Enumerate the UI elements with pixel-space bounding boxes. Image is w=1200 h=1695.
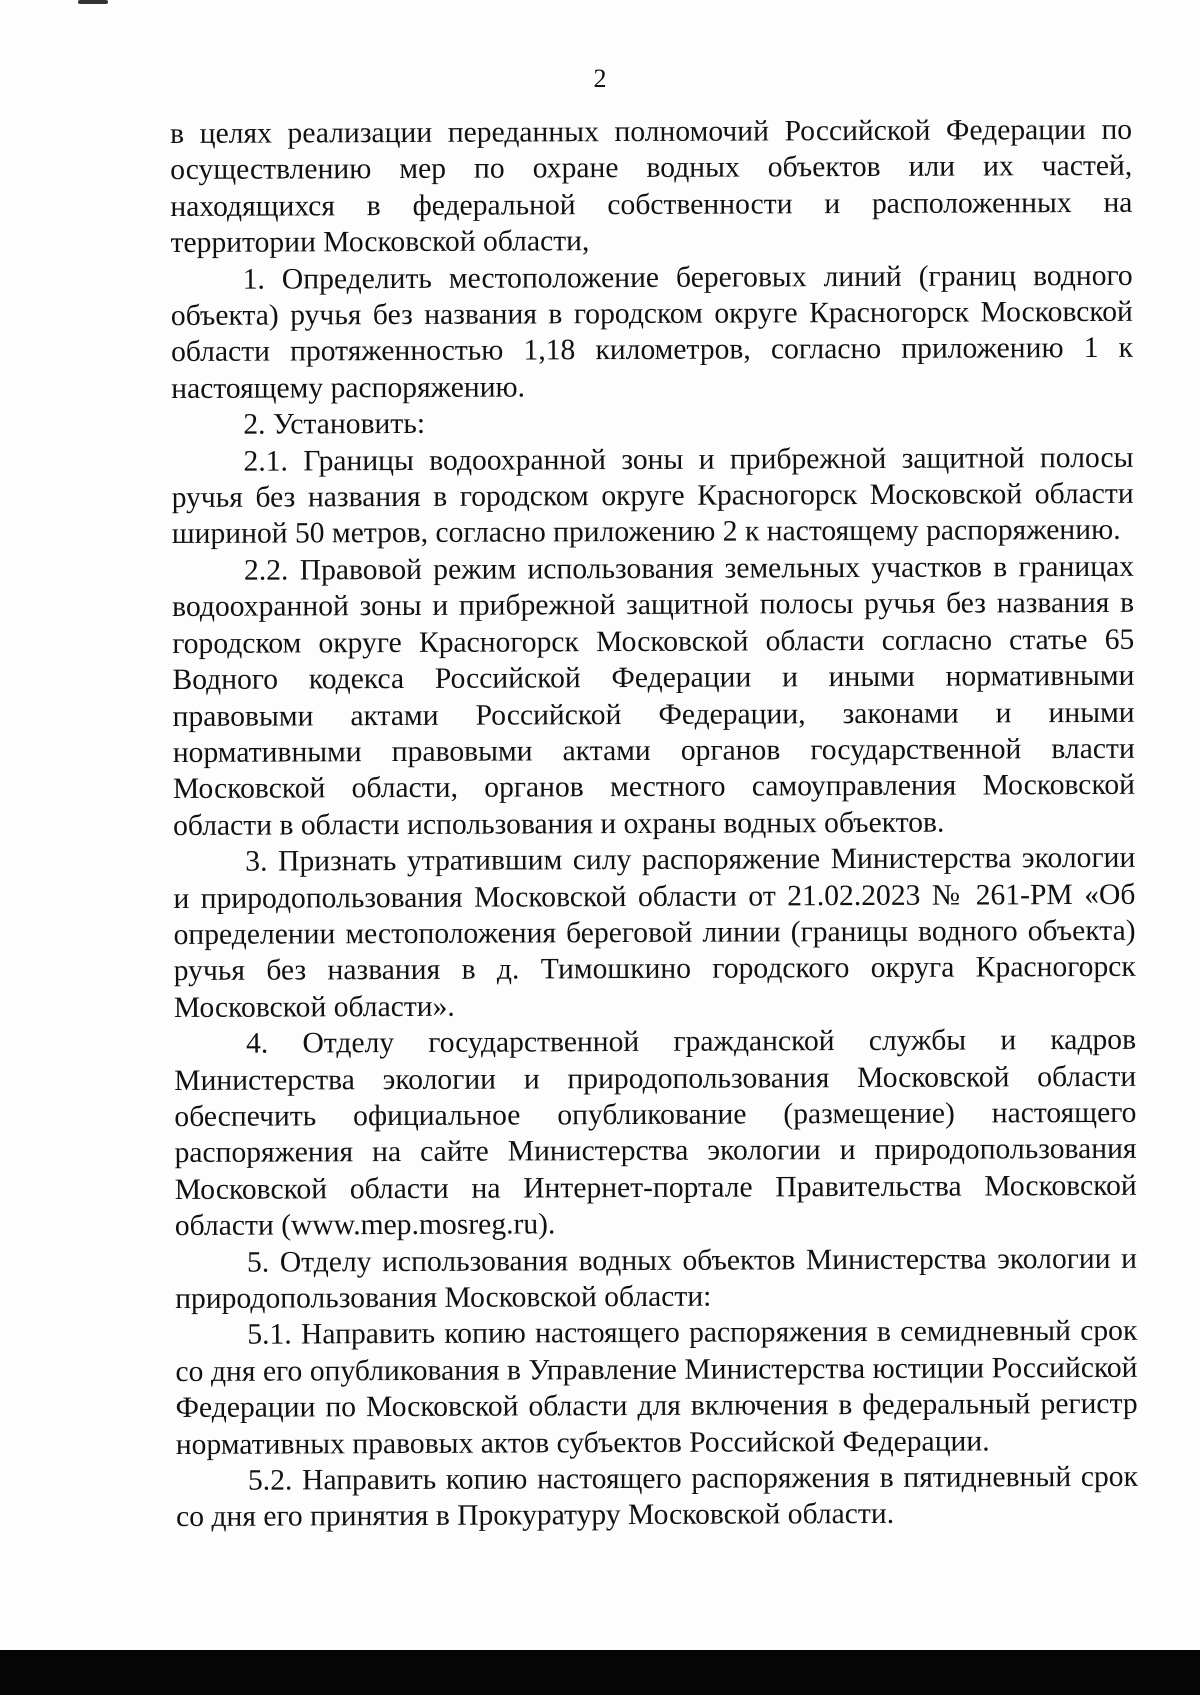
paragraph-item-5-2: 5.2. Направить копию настоящего распоряжения в пятидневный срок со дня его принятия в Прокуратуру Московской области. bbox=[176, 1460, 1139, 1534]
document-body bbox=[170, 112, 1138, 1536]
paragraph-item-5-1: 5.1. Направить копию настоящего распоряжения в семидневный срок со дня его опубликования в Управление Министерства юстиции Российской Федерации по Московской области для включения в федеральный регистр нормативных правовых актов субъектов Российской Федерации. bbox=[175, 1315, 1138, 1461]
paragraph-item-2-2: 2.2. Правовой режим использования земельных участков в границах водоохранной зоны и прибрежной защитной полосы ручья без названия в городском округе Красногорск Московской области согласно статье 65 Водного кодекса Российской Федерации и иными нормативными правовыми актами Российской Федерации, законами и иными нормативными правовыми актами органов государственной власти Московской области, органов местного самоуправления Московской области в области использования и охраны водных объектов. bbox=[172, 550, 1135, 842]
page-number: 2 bbox=[593, 64, 607, 93]
paragraph-item-3: 3. Признать утратившим силу распоряжение Министерства экологии и природопользования Московской области от 21.02.2023 № 261-РМ «Об определении местоположения береговой линии (границы водного объекта) ручья без названия в д. Тимошкино городского округа Красногорск Московской области». bbox=[173, 841, 1136, 1024]
paragraph-item-4: 4. Отделу государственной гражданской службы и кадров Министерства экологии и природопользования Московской области обеспечить официальное опубликование (размещение) настоящего распоряжения на сайте Министерства экологии и природопользования Московской области на Интернет-портале Правительства Московской области (www.mep.mosreg.ru). bbox=[174, 1023, 1137, 1243]
paragraph-item-5: 5. Отделу использования водных объектов Министерства экологии и природопользования Московской области: bbox=[175, 1242, 1138, 1315]
paragraph-item-1: 1. Определить местоположение береговых линий (границ водного объекта) ручья без названия в городском округе Красногорск Московской области протяженностью 1,18 километров, согласно приложению 1 к настоящему распоряжению. bbox=[170, 259, 1134, 405]
paragraph-preamble: в целях реализации переданных полномочий Российской Федерации по осуществлению мер по охране водных объектов или их частей, находящихся в федеральной собственности и расположенных на территории Московской области, bbox=[170, 113, 1133, 260]
paragraph-item-2: 2. Установить: bbox=[243, 408, 426, 441]
scan-corner-mark bbox=[78, 0, 108, 4]
paragraph-item-2-1: 2.1. Границы водоохранной зоны и прибрежной защитной полосы ручья без названия в городском округе Красногорск Московской области шириной 50 метров, согласно приложению 2 к настоящему распоряжению. bbox=[171, 441, 1134, 551]
scan-edge-band bbox=[0, 1650, 1200, 1695]
